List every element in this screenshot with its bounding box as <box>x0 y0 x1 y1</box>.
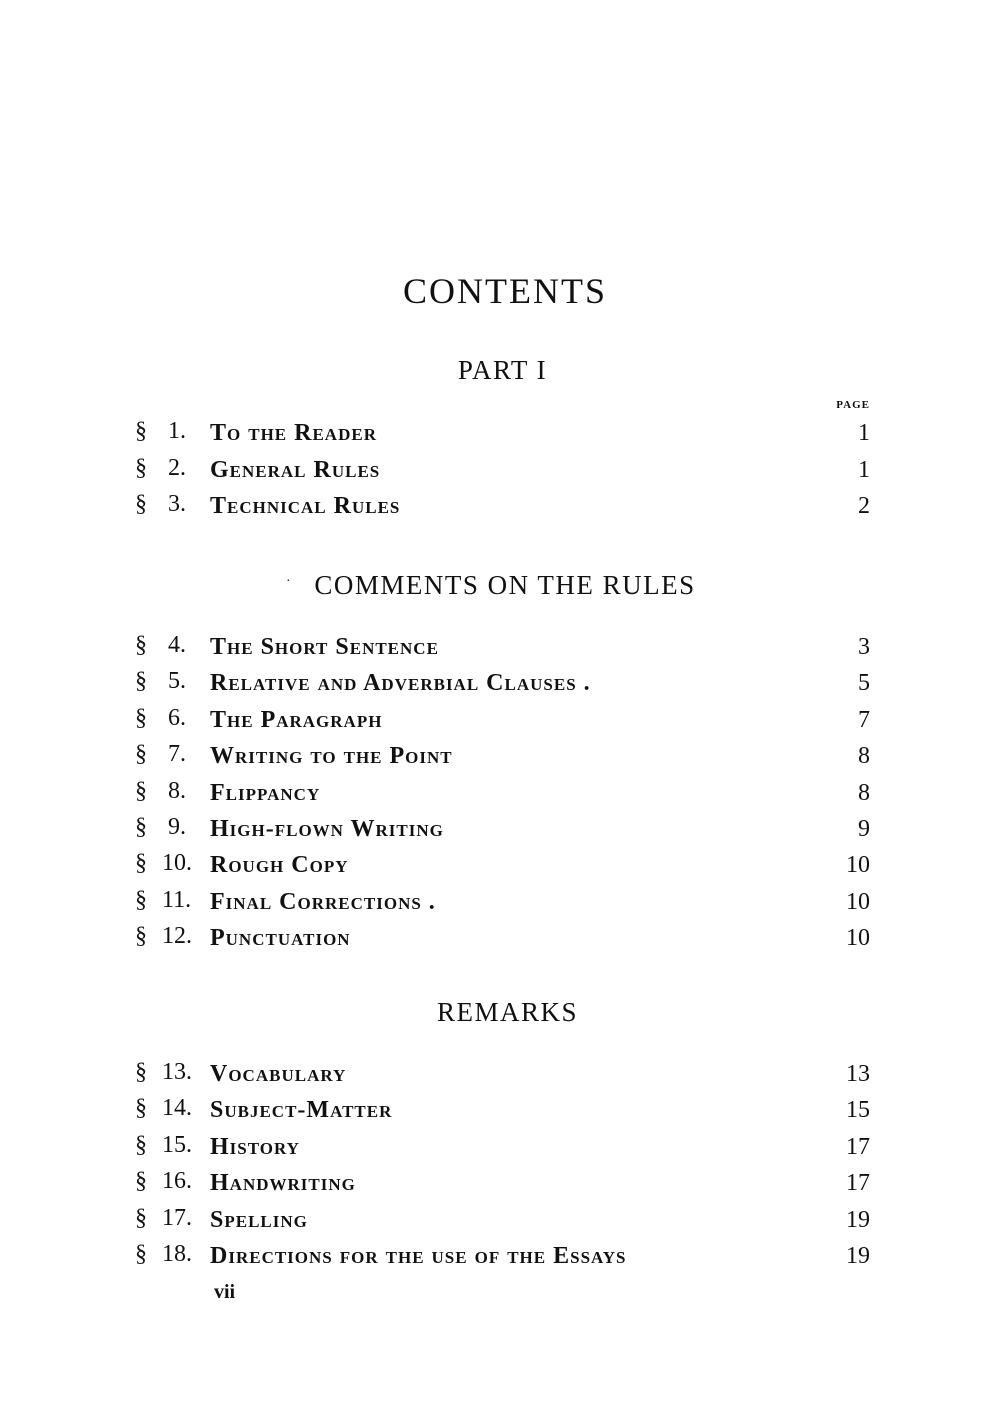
page-number: 19 <box>846 1206 870 1233</box>
entry-title: Punctuation <box>210 925 351 952</box>
section-symbol: § <box>135 1204 147 1231</box>
section-symbol: § <box>135 814 147 840</box>
section-number: 7. <box>168 741 186 768</box>
entry-title: To the Reader <box>210 420 377 446</box>
page-number: 8 <box>858 743 870 770</box>
page-number: 3 <box>858 634 870 660</box>
toc-entry[interactable] <box>0 741 1000 773</box>
toc-entry[interactable] <box>0 814 1000 846</box>
entry-title: Technical Rules <box>210 493 401 519</box>
page-number: 8 <box>858 779 870 806</box>
page-number: 10 <box>846 852 870 879</box>
entry-title: Writing to the Point <box>210 743 453 770</box>
section-number: 11. <box>162 886 192 913</box>
section-number: 2. <box>168 454 186 481</box>
entry-title: The Short Sentence <box>210 634 439 660</box>
entry-title: Subject-Matter <box>210 1097 393 1124</box>
page-number: 10 <box>846 925 870 952</box>
toc-entry[interactable] <box>0 418 1000 450</box>
section-number: 17. <box>162 1204 192 1231</box>
section-number: 6. <box>168 704 186 731</box>
section-symbol: § <box>135 632 147 658</box>
page-number: 10 <box>846 888 870 915</box>
section-number: 4. <box>168 632 186 658</box>
section-symbol: § <box>135 777 147 804</box>
page-number: 17 <box>846 1170 870 1197</box>
page-number: 19 <box>846 1243 870 1269</box>
section-number: 13. <box>162 1059 192 1085</box>
page-number: 1 <box>858 420 870 446</box>
page-number: 1 <box>858 456 870 483</box>
toc-entry[interactable] <box>0 1059 1000 1091</box>
entry-title: Vocabulary <box>210 1061 347 1087</box>
section-symbol: § <box>135 1095 147 1122</box>
toc-entry[interactable] <box>0 923 1000 955</box>
toc-entry[interactable] <box>0 1095 1000 1127</box>
comments-heading <box>0 570 1000 601</box>
section-symbol: § <box>135 1131 147 1158</box>
page-folio: vii <box>214 1281 236 1303</box>
entry-title: The Paragraph <box>210 706 383 733</box>
section-number: 3. <box>168 491 186 517</box>
comments-heading-text: COMMENTS ON THE RULES <box>314 570 696 600</box>
toc-entry[interactable] <box>0 1241 1000 1273</box>
section-number: 16. <box>162 1168 192 1195</box>
entry-title: High-flown Writing <box>210 816 444 842</box>
toc-entry[interactable] <box>0 887 1000 919</box>
entry-title: Rough Copy <box>210 852 349 879</box>
section-symbol: § <box>135 704 147 731</box>
section-symbol: § <box>135 1241 147 1267</box>
section-symbol: § <box>135 418 147 444</box>
section-number: 12. <box>162 923 192 950</box>
page-number: 17 <box>846 1133 870 1160</box>
section-number: 18. <box>162 1241 192 1267</box>
toc-entry[interactable] <box>0 850 1000 882</box>
page-column-label: PAGE <box>836 399 870 411</box>
part-one-heading: PART I <box>457 355 548 385</box>
page-number: 7 <box>858 706 870 733</box>
toc-entry[interactable] <box>0 491 1000 523</box>
toc-entry[interactable] <box>0 668 1000 700</box>
section-symbol: § <box>135 923 147 950</box>
entry-title: Spelling <box>210 1206 308 1233</box>
section-number: 8. <box>168 777 186 804</box>
section-symbol: § <box>135 454 147 481</box>
toc-entry[interactable] <box>0 1168 1000 1200</box>
toc-entry[interactable] <box>0 1132 1000 1164</box>
section-number: 9. <box>168 814 186 840</box>
toc-entry[interactable] <box>0 778 1000 810</box>
entry-title: Flippancy <box>210 779 321 806</box>
page-number: 15 <box>846 1097 870 1124</box>
section-symbol: § <box>135 886 147 913</box>
entry-title: General Rules <box>210 456 381 483</box>
page-number: 2 <box>858 493 870 519</box>
section-symbol: § <box>135 1168 147 1195</box>
toc-entry[interactable] <box>0 1205 1000 1237</box>
section-number: 10. <box>162 850 192 877</box>
section-number: 14. <box>162 1095 192 1122</box>
page-number: 13 <box>846 1061 870 1087</box>
section-number: 5. <box>168 668 186 695</box>
page-number: 5 <box>858 670 870 697</box>
section-symbol: § <box>135 741 147 768</box>
entry-title: Final Corrections . <box>210 888 436 915</box>
section-symbol: § <box>135 1059 147 1085</box>
section-symbol: § <box>135 491 147 517</box>
toc-entry[interactable] <box>0 632 1000 664</box>
section-number: 1. <box>168 418 186 444</box>
page-number: 9 <box>858 816 870 842</box>
entry-title: Directions for the use of the Essays <box>210 1243 627 1269</box>
section-number: 15. <box>162 1131 192 1158</box>
toc-entry[interactable] <box>0 705 1000 737</box>
entry-title: History <box>210 1133 300 1160</box>
section-symbol: § <box>135 850 147 877</box>
page-title: CONTENTS <box>403 271 607 311</box>
toc-entry[interactable] <box>0 455 1000 487</box>
remarks-heading: REMARKS <box>436 997 579 1027</box>
stray-mark: · <box>286 574 293 589</box>
entry-title: Handwriting <box>210 1170 356 1197</box>
section-symbol: § <box>135 668 147 695</box>
entry-title: Relative and Adverbial Clauses . <box>210 670 591 697</box>
